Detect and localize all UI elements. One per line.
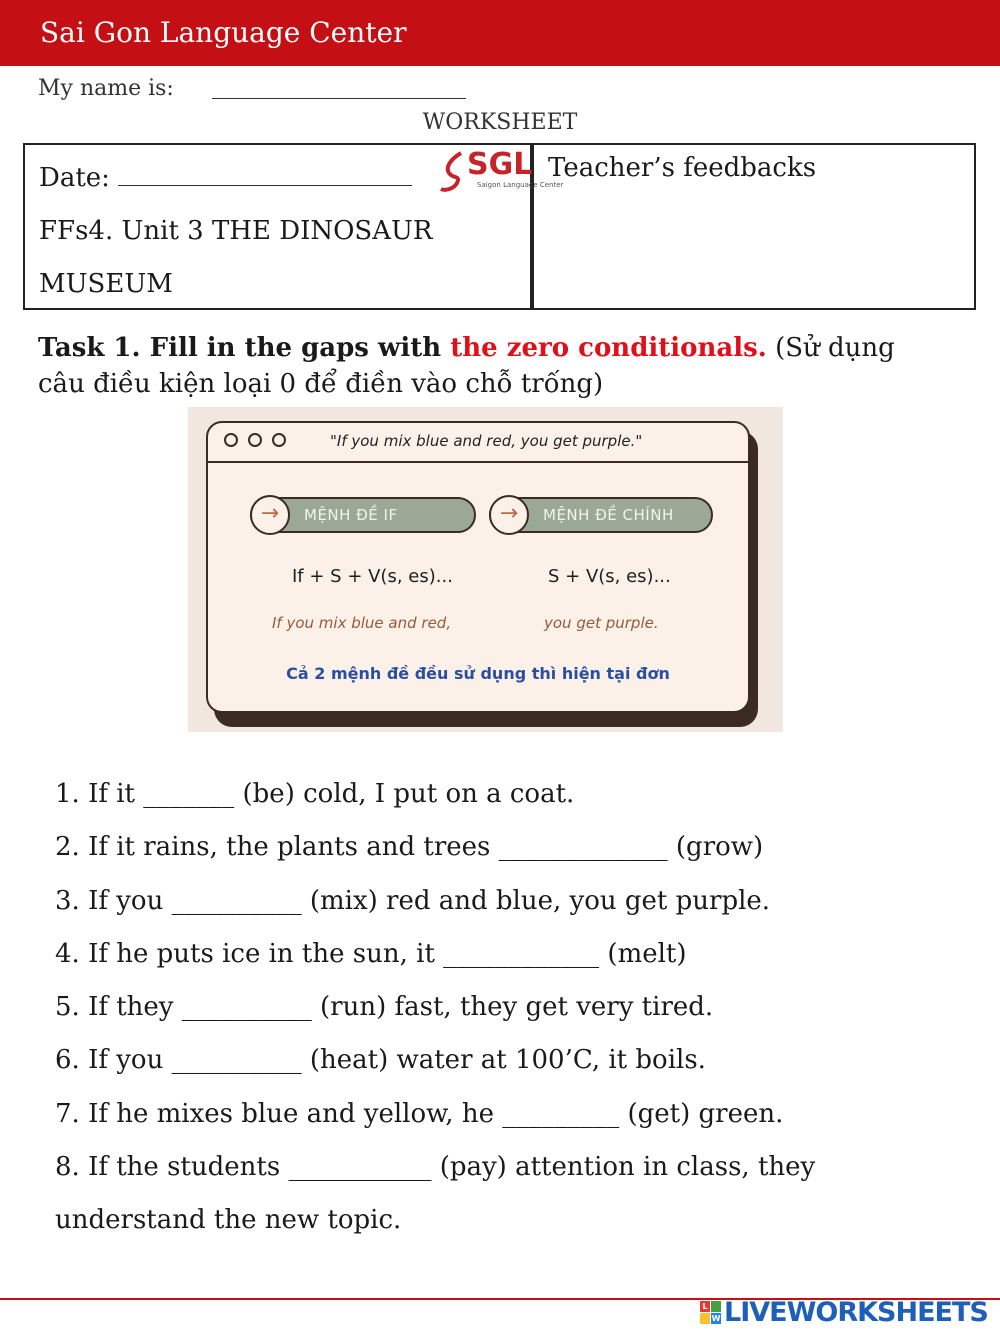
worksheet-label: WORKSHEET <box>422 110 578 135</box>
if-clause-example: If you mix blue and red, <box>272 614 452 632</box>
if-clause-formula: If + S + V(s, es)... <box>292 566 453 587</box>
main-clause-formula: S + V(s, es)... <box>548 566 671 587</box>
name-label: My name is: <box>38 76 174 101</box>
feedback-label: Teacher’s feedbacks <box>548 153 817 183</box>
unit-title-line2: MUSEUM <box>39 269 173 299</box>
date-blank[interactable] <box>118 165 412 186</box>
if-clause-pill <box>250 497 476 533</box>
tense-note: Cả 2 mệnh đề đều sử dụng thì hiện tại đơn <box>286 664 670 683</box>
sgl-logo <box>437 147 564 193</box>
center-title: Sai Gon Language Center <box>40 16 407 49</box>
task-heading-translation: (Sử dụng câu điều kiện loại 0 để điền vào chỗ trống) <box>38 333 895 399</box>
zero-conditional-illustration <box>188 407 783 732</box>
exercise-item[interactable]: 6. If you __________ (heat) water at 100’C, it boils. <box>55 1045 706 1076</box>
header-bar <box>0 0 1000 66</box>
logo-square-w: W <box>711 1314 721 1323</box>
arrow-right-icon: → <box>489 495 529 535</box>
exercise-item-continuation: understand the new topic. <box>55 1205 402 1236</box>
example-quote: "If you mix blue and red, you get purple." <box>330 432 643 450</box>
logo-text: SGL <box>467 147 533 182</box>
logo-square-l: L <box>700 1301 710 1312</box>
logo-square-yellow <box>700 1313 710 1324</box>
task-heading <box>38 330 938 402</box>
arrow-right-icon: → <box>250 495 290 535</box>
window-dot-icon <box>224 433 238 447</box>
main-clause-label: MỆNH ĐỀ CHÍNH <box>543 506 674 524</box>
main-clause-pill <box>489 497 713 533</box>
exercise-item[interactable]: 4. If he puts ice in the sun, it ____________ (melt) <box>55 938 687 969</box>
date-label: Date: <box>39 163 110 193</box>
logo-squares-icon <box>700 1301 722 1325</box>
exercise-list <box>55 768 955 1248</box>
grammar-card <box>206 421 750 713</box>
date-line <box>39 163 412 193</box>
exercise-item[interactable]: 5. If they __________ (run) fast, they get very tired. <box>55 992 714 1023</box>
liveworksheets-brand: LIVEWORKSHEETS <box>724 1297 988 1328</box>
main-clause-example: you get purple. <box>544 614 659 632</box>
exercise-item[interactable]: 8. If the students ___________ (pay) attention in class, they <box>55 1152 816 1183</box>
unit-title-line1: FFs4. Unit 3 THE DINOSAUR <box>39 216 433 246</box>
name-blank[interactable] <box>212 98 466 99</box>
window-dot-icon <box>248 433 262 447</box>
exercise-item[interactable]: 2. If it rains, the plants and trees _____________ (grow) <box>55 832 764 863</box>
swirl-icon <box>437 149 471 193</box>
window-dot-icon <box>272 433 286 447</box>
task-heading-bold: Task 1. Fill in the gaps with <box>38 333 451 363</box>
if-clause-label: MỆNH ĐỀ IF <box>304 506 398 524</box>
exercise-item[interactable]: 7. If he mixes blue and yellow, he _________ (get) green. <box>55 1098 784 1129</box>
logo-square-green <box>711 1301 721 1312</box>
card-titlebar <box>208 423 748 463</box>
task-heading-highlight: the zero conditionals. <box>450 333 767 363</box>
exercise-item[interactable]: 1. If it _______ (be) cold, I put on a coat. <box>55 779 575 809</box>
exercise-item[interactable]: 3. If you __________ (mix) red and blue, you get purple. <box>55 885 771 916</box>
info-box <box>23 143 564 310</box>
feedback-box <box>532 143 976 310</box>
logo-subtext: Saigon Language Center <box>477 181 564 189</box>
